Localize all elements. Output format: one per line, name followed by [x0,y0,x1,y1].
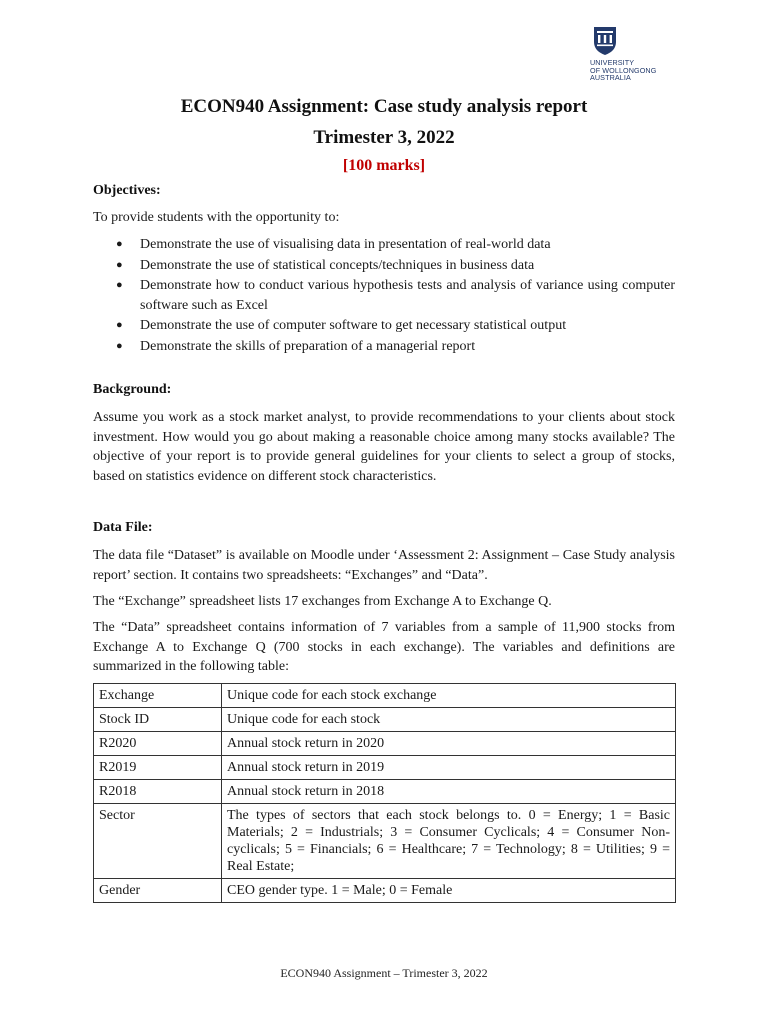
bullet-icon: ● [116,319,123,331]
table-row [94,732,676,756]
table-row [94,804,676,879]
table-row [94,879,676,903]
definition-cell: CEO gender type. 1 = Male; 0 = Female [222,879,676,903]
variable-cell: R2019 [94,756,222,780]
variable-cell: R2018 [94,780,222,804]
background-text: Assume you work as a stock market analyst, to provide recommendations to your clients about stock investment. How would you go about making a reasonable choice among many stocks available? The objective of your report is to provide general guidelines for your clients to select a group of stocks, based on statistics evidence on different stock characteristics. [93,410,675,484]
data-file-para-1: The data file “Dataset” is available on Moodle under ‘Assessment 2: Assignment – Case Study analysis report’ section. It contains two spreadsheets: “Exchanges” and “Data”. [93,548,675,583]
table-row [94,756,676,780]
variables-table [93,683,676,903]
university-crest-icon [593,26,617,56]
definition-cell: Annual stock return in 2018 [222,780,676,804]
list-item: ● Demonstrate the skills of preparation of a managerial report [93,337,675,357]
list-item: ● Demonstrate the use of statistical concepts/techniques in business data [93,256,675,276]
bullet-icon: ● [116,339,123,352]
definition-cell: Annual stock return in 2020 [222,732,676,756]
document-title: ECON940 Assignment: Case study analysis report [180,96,588,117]
definition-cell: The types of sectors that each stock belongs to. 0 = Energy; 1 = Basic Materials; 2 = Industrials; 3 = Consumer Cyclicals; 4 = Consumer Non-cyclicals; 5 = Financials; 6 = Healthcare; 7 = Technology; 8 = Utilities; 9 = Real Estate; [222,804,676,879]
bullet-icon: ● [116,258,123,271]
objectives-heading: Objectives: [93,183,161,198]
variable-cell: Exchange [94,684,222,708]
bullet-icon: ● [116,279,123,291]
table-row [94,708,676,732]
data-file-para-2: The “Exchange” spreadsheet lists 17 exchanges from Exchange A to Exchange Q. [93,594,552,609]
logo-line-2: OF WOLLONGONG [590,65,657,75]
list-item: ● Demonstrate the use of visualising data in presentation of real-world data [93,235,675,255]
data-file-heading: Data File: [93,520,153,535]
background-heading: Background: [93,382,172,397]
page-footer: ECON940 Assignment – Trimester 3, 2022 [280,966,488,980]
objectives-list [93,235,675,357]
list-item: ● Demonstrate the use of computer software to get necessary statistical output [93,316,675,336]
logo-line-3: AUSTRALIA [590,73,631,83]
variable-cell: Stock ID [94,708,222,732]
document-term: Trimester 3, 2022 [313,127,455,148]
variable-cell: Gender [94,879,222,903]
variable-cell: Sector [94,804,222,879]
definition-cell: Unique code for each stock [222,708,676,732]
university-logo [590,26,680,82]
bullet-icon: ● [116,238,123,250]
variable-cell: R2020 [94,732,222,756]
list-item: ● Demonstrate how to conduct various hypothesis tests and analysis of variance using computer software such as Excel [116,278,675,313]
data-file-para-3: The “Data” spreadsheet contains information of 7 variables from a sample of 11,900 stocks from Exchange A to Exchange Q (700 stocks in each exchange). The variables and definitions are summarized in the following table: [93,620,675,674]
logo-line-1: UNIVERSITY [590,58,635,67]
objectives-intro: To provide students with the opportunity to: [93,210,340,225]
table-row [94,780,676,804]
table-row [94,684,676,708]
definition-cell: Annual stock return in 2019 [222,756,676,780]
definition-cell: Unique code for each stock exchange [222,684,676,708]
document-marks: [100 marks] [342,157,426,174]
